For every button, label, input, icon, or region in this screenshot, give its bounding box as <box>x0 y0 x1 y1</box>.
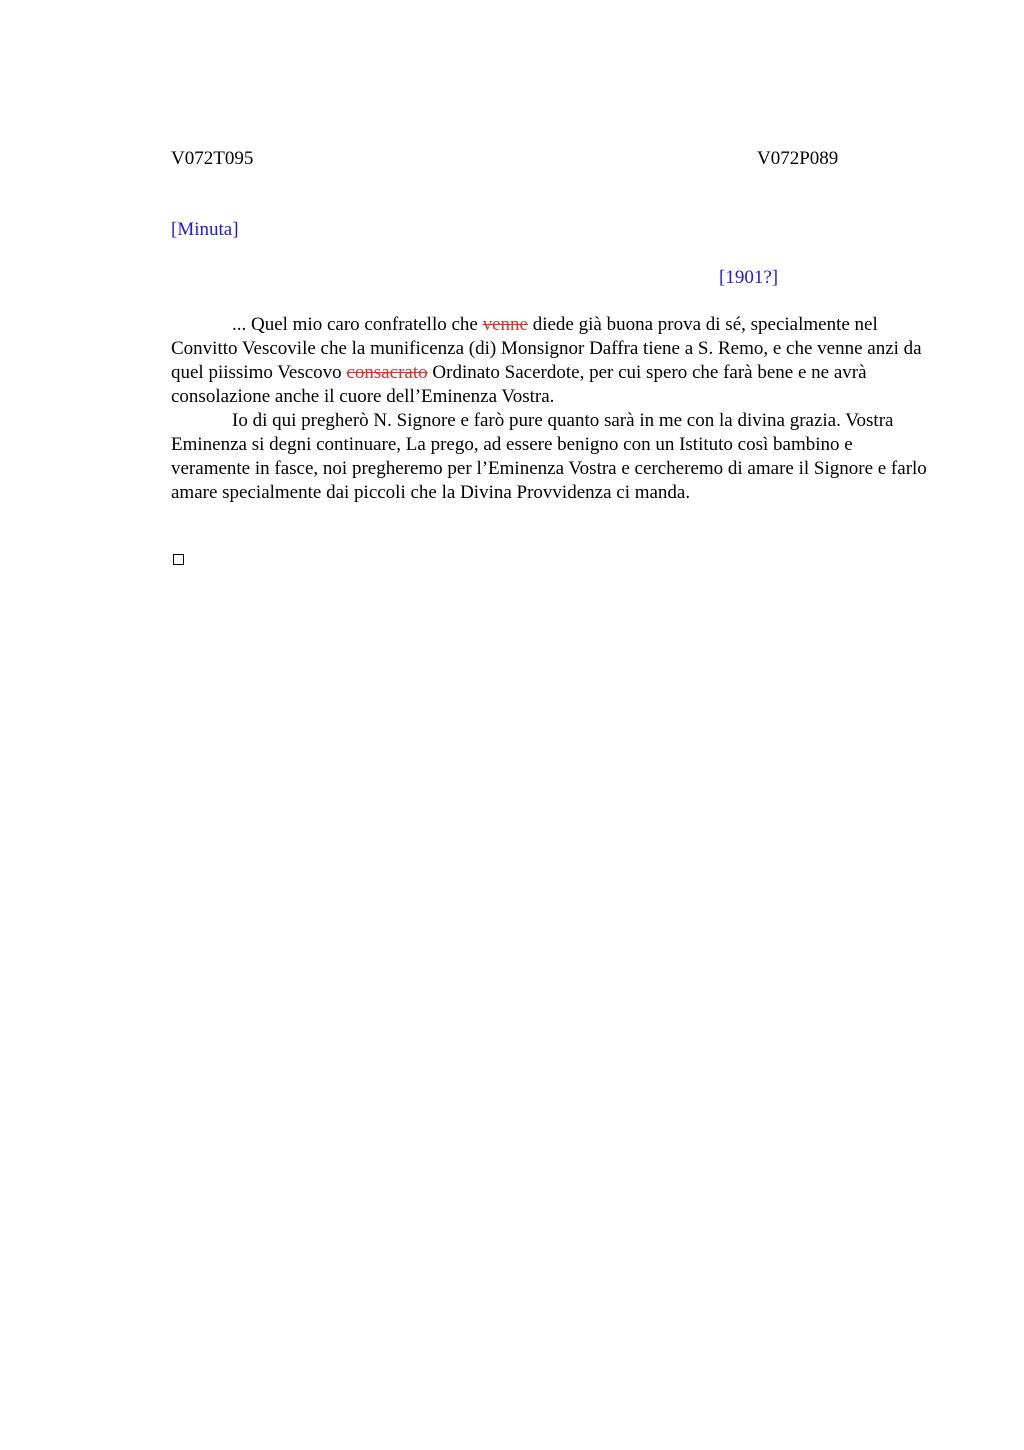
letter-body <box>171 313 933 505</box>
text-segment: Io di qui pregherò N. Signore e farò pure quanto sarà in me con la divina grazia. Vostra Eminenza si degni continuare, La prego, ad essere benigno con un Istituto così bambino e veramente in fasce, noi pregheremo per l’Eminenza Vostra e cercheremo di amare il Signore e farlo amare specialmente dai piccoli che la Divina Provvidenza ci manda. <box>171 410 927 503</box>
document-code-right: V072P089 <box>757 148 839 169</box>
text-segment: Ordinato Sacerdote, per cui spero che farà bene e ne avrà consolazione anche il cuore dell’Eminenza Vostra. <box>171 362 867 407</box>
text-segment: diede già buona prova di sé, specialmente nel Convitto Vescovile che la munificenza (di) Monsignor Daffra tiene a S. Remo, e che venne anzi da quel piissimo Vescovo <box>171 314 922 383</box>
paragraph-1 <box>171 313 933 409</box>
paragraph-2 <box>171 409 933 505</box>
document-date: [1901?] <box>719 267 779 288</box>
deleted-word: consacrato <box>346 362 428 383</box>
square-outline-icon <box>173 554 184 565</box>
deleted-word: venne <box>482 314 528 335</box>
text-segment: ... Quel mio caro confratello che <box>232 314 483 335</box>
document-type-label: [Minuta] <box>171 219 239 240</box>
document-code-left: V072T095 <box>171 148 254 169</box>
